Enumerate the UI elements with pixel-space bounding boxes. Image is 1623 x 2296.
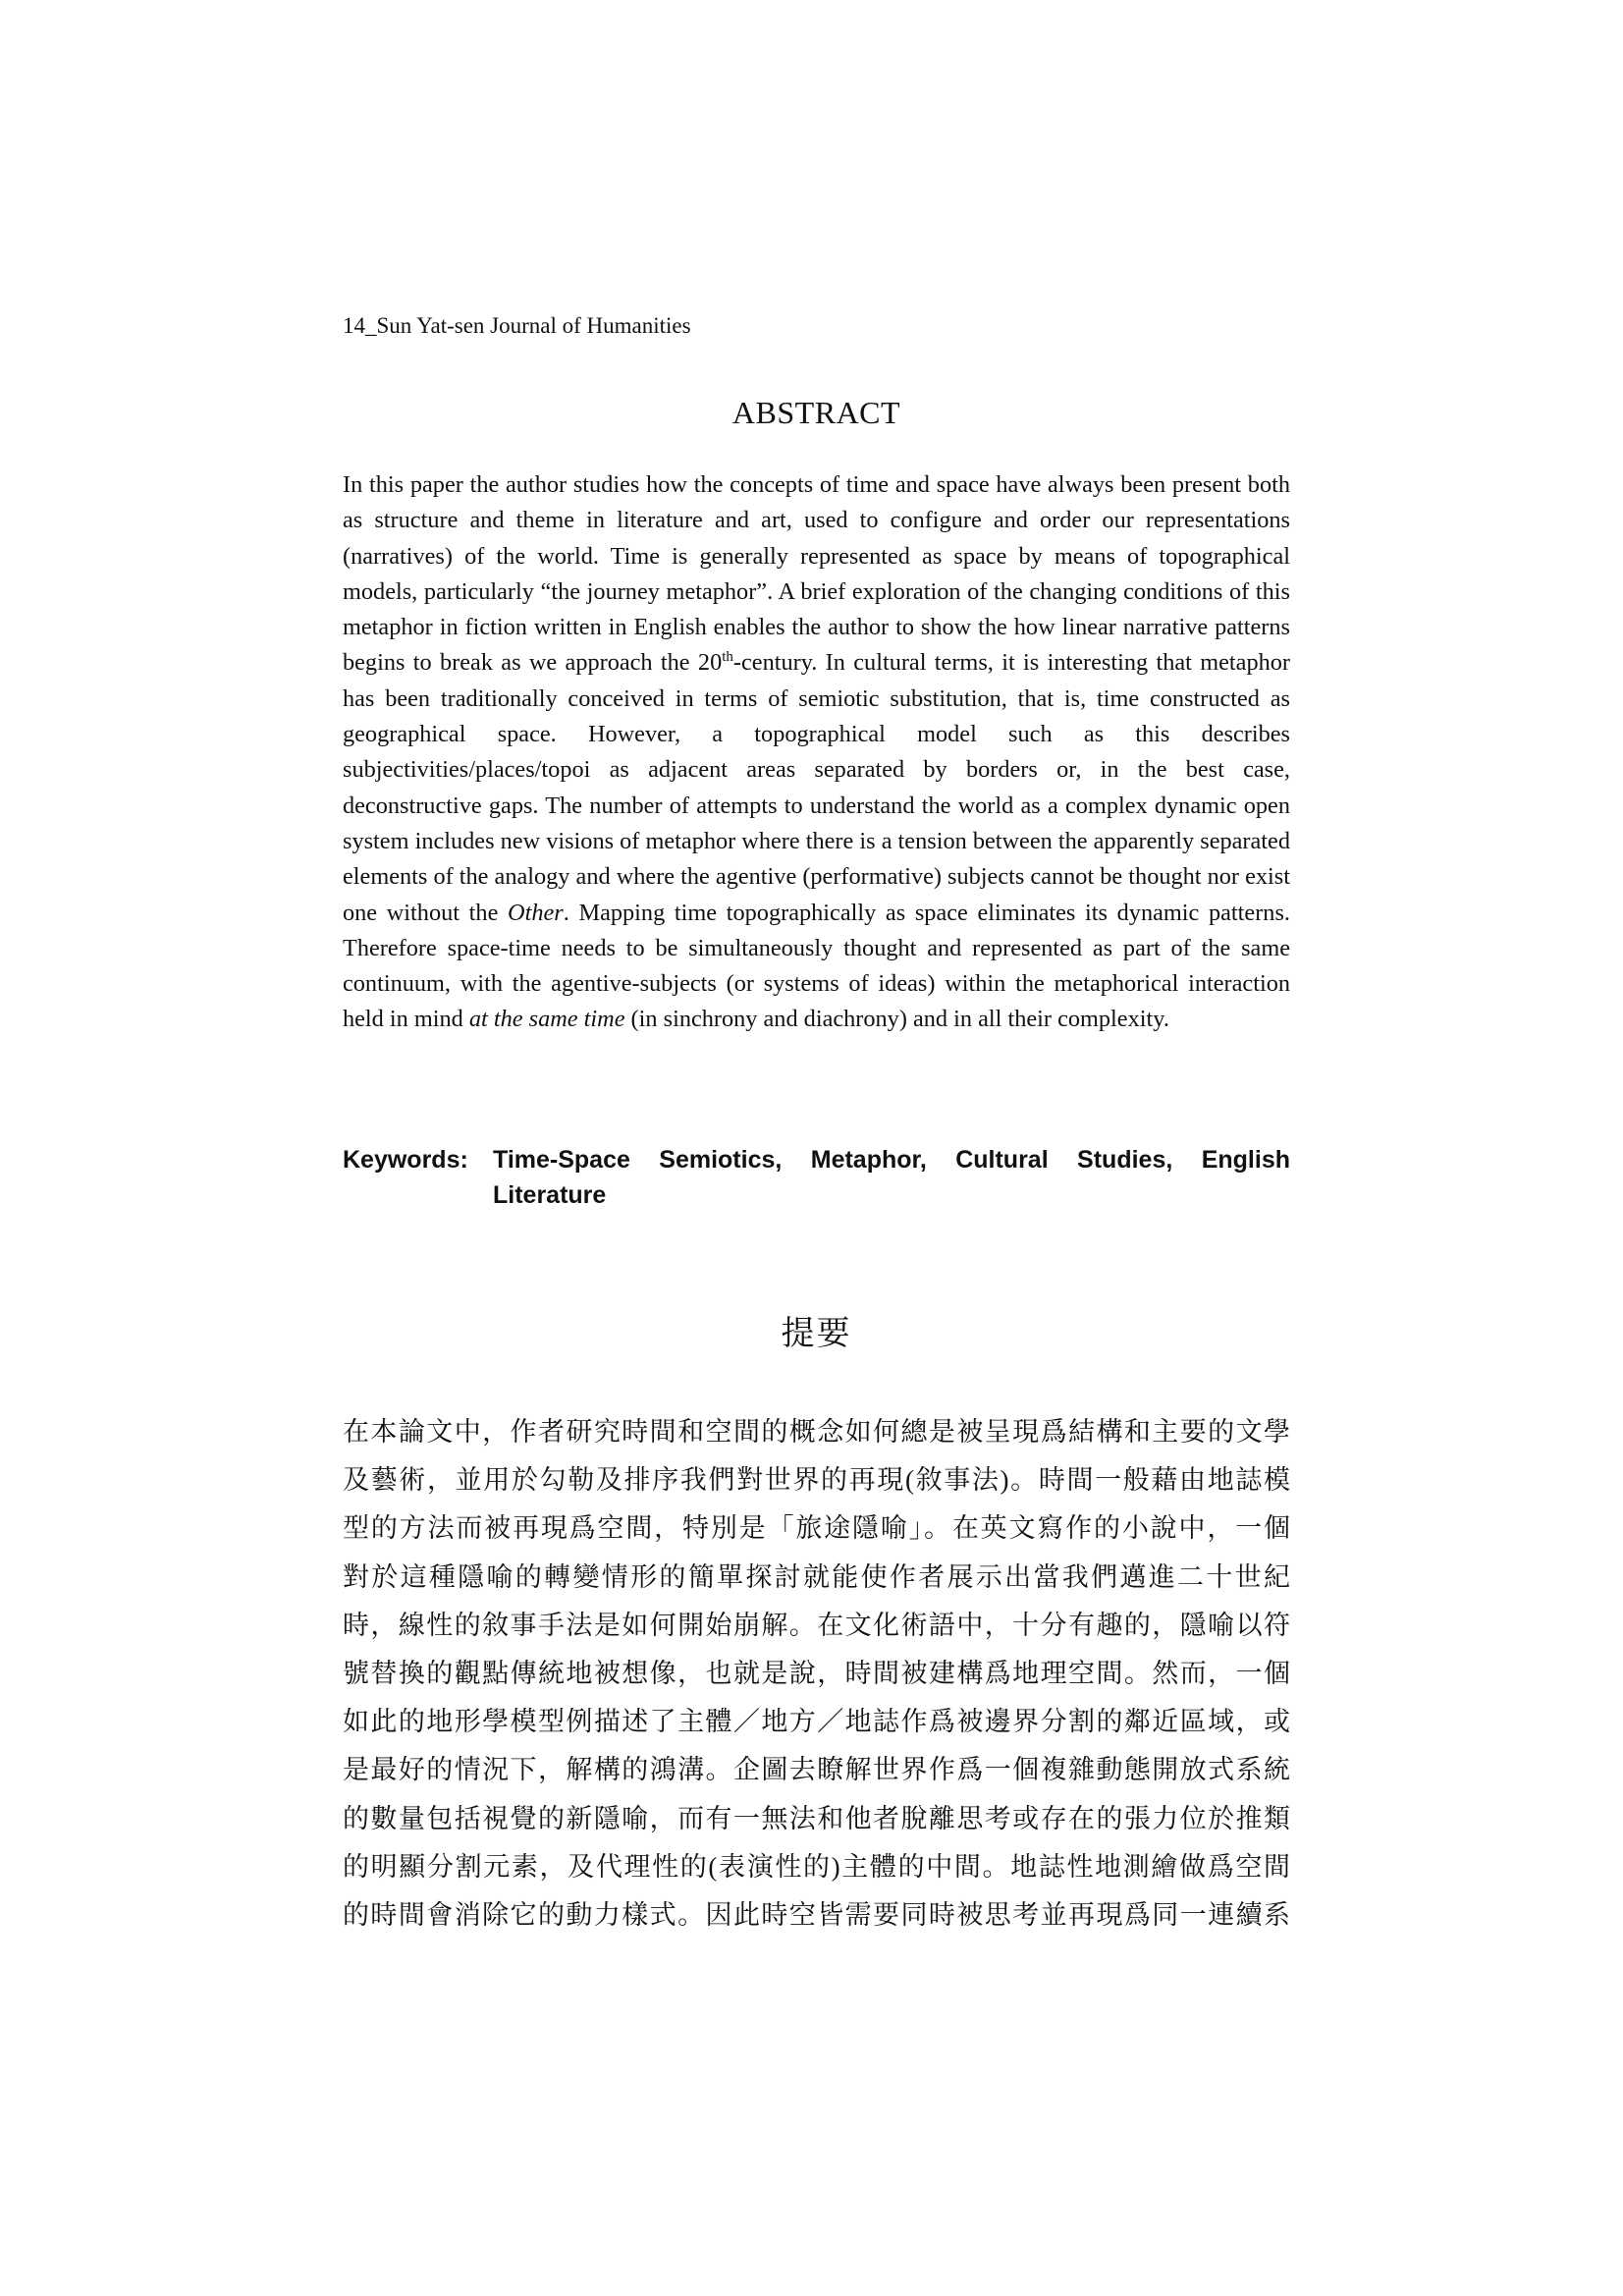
keywords-label: Keywords: (343, 1146, 468, 1174)
chinese-abstract-line: 時，線性的敘事手法是如何開始崩解。在文化術語中，十分有趣的，隱喻以符 (343, 1610, 1290, 1640)
abstract-superscript: th (722, 649, 733, 666)
chinese-abstract-line: 是最好的情況下，解構的鴻溝。企圖去瞭解世界作爲一個複雜動態開放式系統 (343, 1755, 1290, 1785)
abstract-italic-same-time: at the same time (468, 1006, 625, 1033)
running-head: 14_Sun Yat-sen Journal of Humanities (343, 313, 691, 338)
abstract-body (343, 467, 1290, 1038)
chinese-abstract-line: 的時間會消除它的動力樣式。因此時空皆需要同時被思考並再現爲同一連續系 (343, 1900, 1290, 1931)
chinese-abstract-body (343, 1408, 1290, 1940)
chinese-abstract-line: 及藝術，並用於勾勒及排序我們對世界的再現(敘事法)。時間一般藉由地誌模 (343, 1465, 1290, 1496)
chinese-abstract-line: 號替換的觀點傳統地被想像，也就是說，時間被建構爲地理空間。然而，一個 (343, 1659, 1290, 1689)
abstract-text-part2: -century. In cultural terms, it is interesting that metaphor has been traditionally conceived in terms of semiotic substitution, that is, time constructed as geographical space. However, a topographical model such as this describes subjectivities/places/topoi as adjacent areas separated by borders or, in the best case, deconstructive gaps. The number of attempts to understand the world as a complex dynamic open system includes new visions of metaphor where there is a tension between the apparently separated elements of the analogy and where the agentive (performative) subjects cannot be thought nor exist one without the (343, 649, 1290, 926)
chinese-abstract-line: 對於這種隱喻的轉變情形的簡單探討就能使作者展示出當我們邁進二十世紀 (343, 1561, 1290, 1592)
abstract-text-part4: (in sinchrony and diachrony) and in all their complexity. (624, 1006, 1169, 1033)
chinese-abstract-line: 如此的地形學模型例描述了主體／地方／地誌作爲被邊界分割的鄰近區域，或 (343, 1707, 1290, 1737)
chinese-abstract-heading: 提要 (781, 1316, 852, 1352)
chinese-abstract-line: 型的方法而被再現爲空間，特別是「旅途隱喻」。在英文寫作的小說中，一個 (343, 1513, 1290, 1544)
keywords-text: Time-Space Semiotics, Metaphor, Cultural Studies, English Literature (493, 1146, 1290, 1209)
abstract-text-part1: In this paper the author studies how the concepts of time and space have always been present both as structure and theme in literature and art, used to configure and order our representations (narratives) of the world. Time is generally represented as space by means of topographical models, particularly “the journey metaphor”. A brief exploration of the changing conditions of this metaphor in fiction written in English enables the author to show the how linear narrative patterns begins to break as we approach the 20 (343, 471, 1290, 677)
abstract-italic-other: Other (508, 899, 564, 926)
chinese-abstract-line: 的數量包括視覺的新隱喻，而有一無法和他者脫離思考或存在的張力位於推類 (343, 1803, 1290, 1833)
keywords (343, 1142, 1290, 1213)
chinese-abstract-line: 在本論文中，作者研究時間和空間的概念如何總是被呈現爲結構和主要的文學 (343, 1417, 1290, 1447)
chinese-abstract-line: 的明顯分割元素，及代理性的(表演性的)主體的中間。地誌性地測繪做爲空間 (343, 1851, 1290, 1882)
abstract-heading: ABSTRACT (731, 395, 901, 430)
abstract-text-part3: . Mapping time topographically as space eliminates its dynamic patterns. Therefore space-time needs to be simultaneously thought and represented as part of the same continuum, with the agentive-subjects (or systems of ideas) within the metaphorical interaction held in mind (343, 899, 1290, 1033)
